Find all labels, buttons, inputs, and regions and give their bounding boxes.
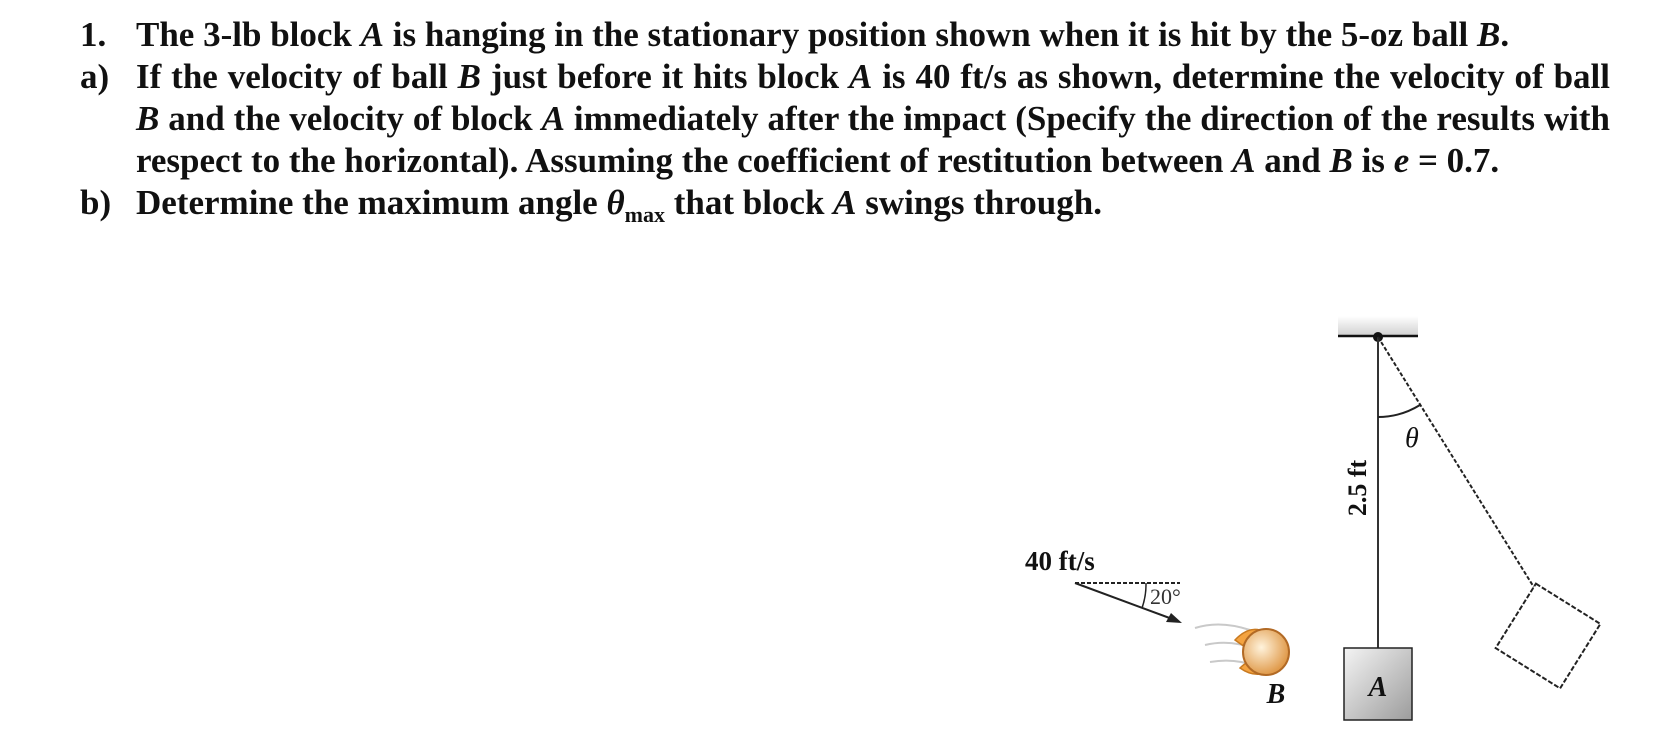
var-b: B [1329,141,1353,180]
part-b-text: that block [664,183,834,222]
part-a-text: = 0.7. [1409,141,1500,180]
swung-block-outline [1496,584,1601,689]
var-e: e [1393,141,1410,180]
length-label: 2.5 ft [1343,459,1372,517]
var-a: A [541,99,565,138]
problem-number: 1. [80,15,107,54]
intro-text: . [1500,15,1510,54]
intro-text: is hanging in the stationary position shown when it is hit by the 5-oz ball [384,15,1477,54]
part-b-text: swings through. [856,183,1102,222]
theta-arc [1378,405,1420,417]
part-a-text: If the velocity of ball [136,57,458,96]
ball-b-sphere [1243,629,1289,675]
var-theta: θ [606,183,625,222]
part-a-text: and [1255,141,1330,180]
part-a-text: is 40 ft/s as shown, determine the velocity of ball [872,57,1619,96]
block-a-label: A [1368,672,1388,703]
var-a: A [833,183,857,222]
angle-arc [1142,583,1146,608]
part-a-label: a) [80,57,110,96]
theta-label: θ [1405,423,1419,454]
angle-label: 20° [1150,584,1181,609]
motion-streak [1195,624,1250,630]
part-b-text: Determine the maximum angle [136,183,607,222]
part-a-text: and the velocity of block [159,99,542,138]
theta-subscript: max [624,202,665,227]
var-a: A [360,15,384,54]
swung-cord [1378,337,1540,597]
part-a-text: just before it hits block [481,57,849,96]
part-b-label: b) [80,183,112,222]
part-a-text: is [1352,141,1394,180]
part-a-text: immediately after the impact (Specify the direction of the results with respect to the horizontal). Assuming the coefficient of restitution between [136,99,1619,180]
var-b: B [1476,15,1501,54]
ball-b [1195,624,1289,675]
swung-block [1496,584,1601,689]
var-a: A [848,57,873,96]
var-a: A [1232,141,1256,180]
ball-b-label: B [1266,679,1286,710]
var-b: B [136,99,160,138]
intro-text: The 3-lb block [136,15,361,54]
velocity-arrowhead [1166,613,1182,623]
speed-label: 40 ft/s [1025,546,1095,576]
var-b: B [457,57,482,96]
